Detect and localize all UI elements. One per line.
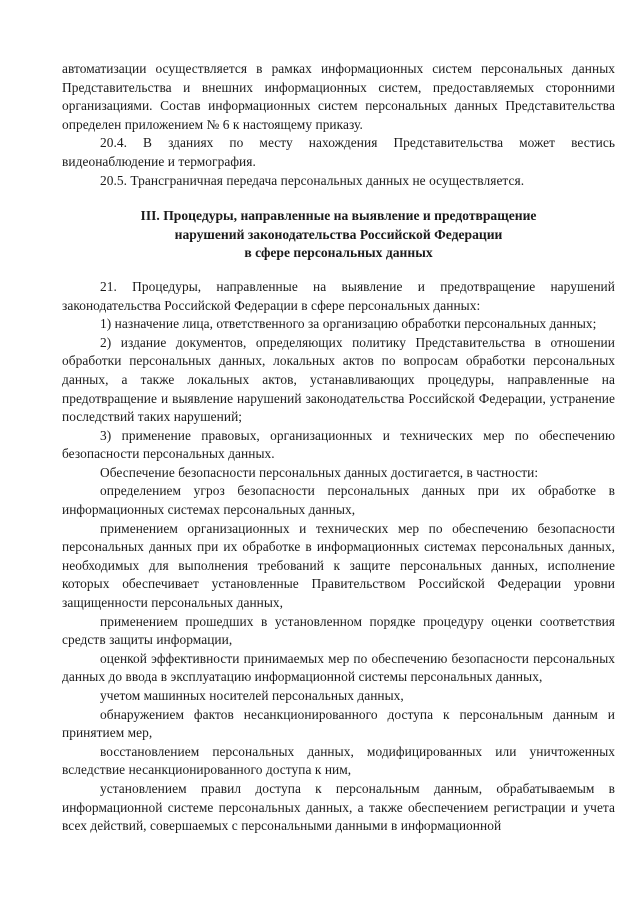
body-paragraph: применением прошедших в установленном порядке процедуру оценки соответствия средств защиты информации, (62, 613, 615, 648)
body-paragraph: 1) назначение лица, ответственного за организацию обработки персональных данных; (100, 316, 597, 332)
section-heading-line: нарушений законодательства Российской Федерации (174, 226, 503, 242)
body-paragraph: Обеспечение безопасности персональных данных достигается, в частности: (100, 464, 539, 480)
section-heading-line: в сфере персональных данных (244, 245, 433, 261)
body-paragraph: установлением правил доступа к персональным данным, обрабатываемым в информационной системе персональных данных, а также обеспечением регистрации и учета всех действий, совершаемых с персональными данными в информационной (62, 780, 615, 834)
body-paragraph: 3) применение правовых, организационных и технических мер по обеспечению безопасности персональных данных. (62, 427, 615, 462)
body-paragraph: восстановлением персональных данных, модифицированных или уничтоженных вследствие несанкционированного доступа к ним, (62, 743, 615, 778)
body-paragraph: учетом машинных носителей персональных данных, (100, 688, 404, 703)
intro-paragraph: 20.4. В зданиях по месту нахождения Представительства может вестись видеонаблюдение и термография. (62, 135, 615, 169)
body-paragraph: определением угроз безопасности персональных данных при их обработке в информационных системах персональных данных, (62, 483, 615, 518)
body-paragraph: 21. Процедуры, направленные на выявление и предотвращение нарушений законодательства Российской Федерации в сфере персональных данных: (62, 278, 615, 313)
intro-paragraph: 20.5. Трансграничная передача персональных данных не осуществляется. (100, 172, 525, 188)
body-paragraph: обнаружением фактов несанкционированного доступа к персональным данным и принятием мер, (62, 706, 615, 741)
intro-paragraph: автоматизации осуществляется в рамках информационных систем персональных данных Представительства и внешних информационных систем, предоставляемых сторонними организациями. Состав информационных систем персональных данных Представительства определен приложением № 6 к настоящему приказу. (62, 61, 615, 132)
body-paragraph: оценкой эффективности принимаемых мер по обеспечению безопасности персональных данных до ввода в эксплуатацию информационной системы персональных данных, (62, 650, 615, 685)
body-paragraph: 2) издание документов, определяющих политику Представительства в отношении обработки персональных данных, локальных актов по вопросам обработки персональных данных, а также локальных актов, устанавливающих процедуры, направленные на предотвращение и выявление нарушений законодательства Российской Федерации, устранение последствий таких нарушений; (62, 334, 615, 425)
body-paragraph: применением организационных и технических мер по обеспечению безопасности персональных данных при их обработке в информационных системах персональных данных, необходимых для выполнения требований к защите персональных данных, исполнение которых обеспечивает установленные Правительством Российской Федерации уровни защищенности персональных данных, (62, 520, 615, 611)
section-heading (62, 207, 615, 263)
section-heading-line: III. Процедуры, направленные на выявление и предотвращение (140, 208, 537, 224)
